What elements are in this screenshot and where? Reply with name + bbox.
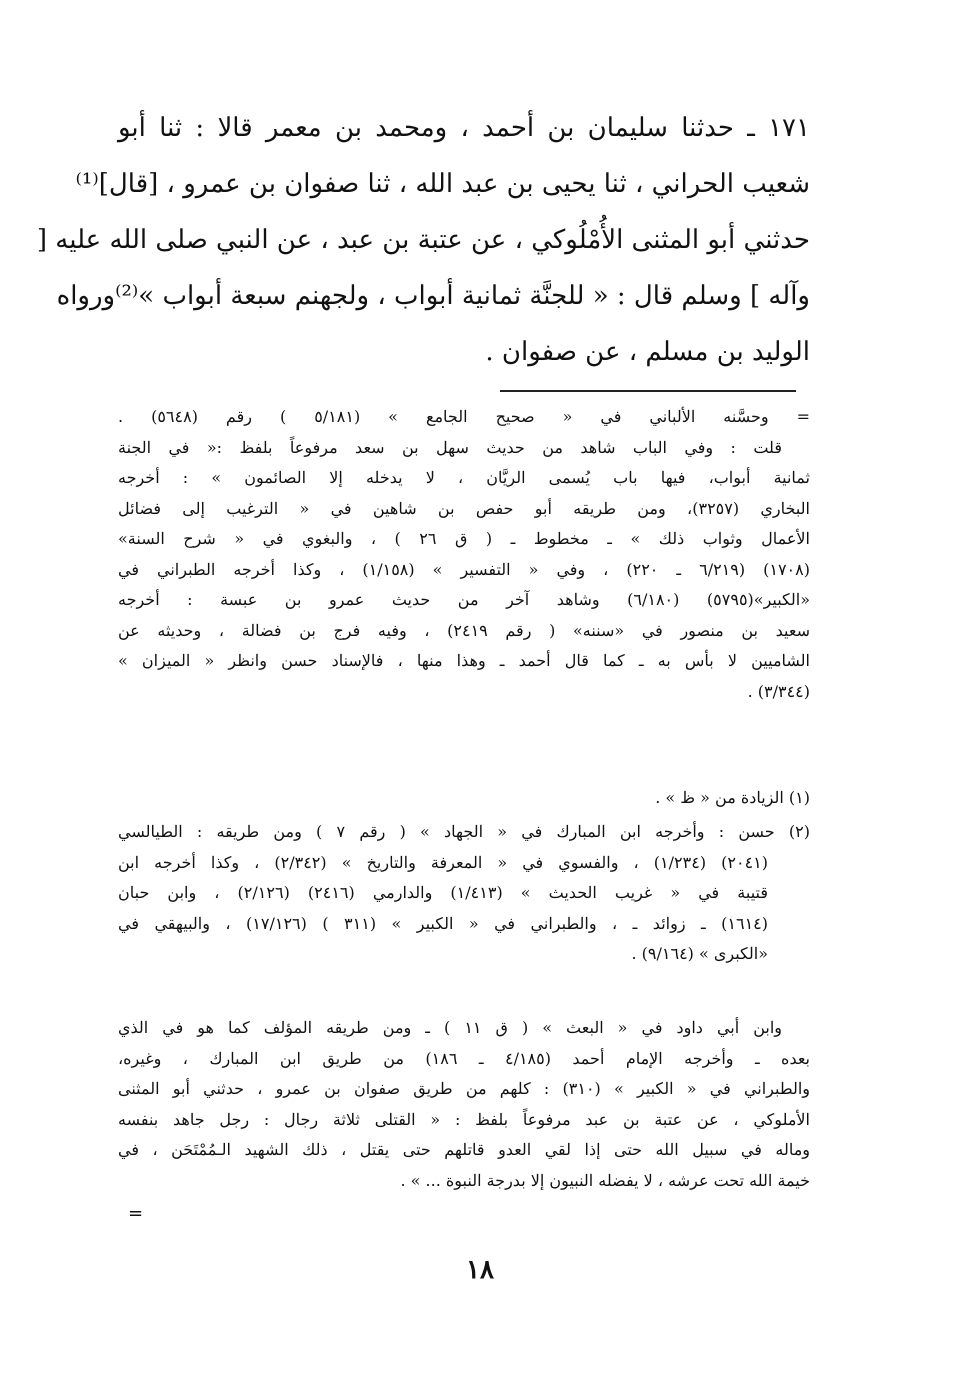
main-text-line: حدثني أبو المثنى الأُمْلُوكي ، عن عتبة بن عبد ، عن النبي صلى الله عليه [ <box>36 225 810 255</box>
hadith-main-text <box>36 100 810 380</box>
footnote-line: (٢٠٤١) (١/٢٣٤) ، والفسوي في « المعرفة والتاريخ » (٢/٣٤٢) ، وكذا أخرجه ابن <box>118 852 769 872</box>
footnote-1 <box>118 783 810 814</box>
footnote-2 <box>118 817 810 970</box>
continuation-mark: = <box>128 1203 144 1224</box>
main-text-line: شعيب الحراني ، ثنا يحيى بن عبد الله ، ثنا صفوان بن عمرو ، [قال]⁽¹⁾ <box>75 169 810 199</box>
footnote-continuation <box>118 402 810 707</box>
footnote-2-continued <box>118 1013 810 1196</box>
footnote-line: (٣/٣٤٤) . <box>747 681 810 701</box>
footnote-line: والطبراني في « الكبير » (٣١٠) : كلهم من طريق صفوان بن عمرو ، حدثني أبو المثنى <box>118 1079 811 1098</box>
footnote-line: (١٧٠٨) (٦/٢١٩ ـ ٢٢٠) ، وفي « التفسير » (١/١٥٨) ، وكذا أخرجه الطبراني في <box>118 559 810 579</box>
footnote-line: الأملوكي ، عن عتبة بن عبد مرفوعاً بلفظ : « القتلى ثلاثة رجال : رجل جاهد بنفسه <box>118 1109 810 1129</box>
footnote-line: الأعمال وثواب ذلك » ـ مخطوط ـ ( ق ٢٦ ) ، والبغوي في « شرح السنة» <box>118 529 811 548</box>
footnote-line: (١) الزيادة من « ظ » . <box>655 788 810 807</box>
footnote-separator-rule <box>500 390 796 392</box>
footnote-line: (٢) حسن : وأخرجه ابن المبارك في « الجهاد » ( رقم ٧ ) ومن طريقه : الطيالسي <box>118 822 811 841</box>
footnote-line: سعيد بن منصور في «سننه» ( رقم ٢٤١٩) ، وفيه فرج بن فضالة ، وحديثه عن <box>118 620 810 640</box>
footnote-line: قتيبة في « غريب الحديث » (١/٤١٣) والدارمي (٢٤١٦) (٢/١٢٦) ، وابن حبان <box>118 883 768 902</box>
footnote-line: وابن أبي داود في « البعث » ( ق ١١ ) ـ ومن طريقه المؤلف كما هو في الذي <box>118 1018 783 1037</box>
main-text-line: ١٧١ ـ حدثنا سليمان بن أحمد ، ومحمد بن معمر قالا : ثنا أبو <box>118 113 810 143</box>
footnote-line: بعده ـ وأخرجه الإمام أحمد (٤/١٨٥ ـ ١٨٦) من طريق ابن المبارك ، وغيره، <box>118 1048 811 1068</box>
footnote-line: قلت : وفي الباب شاهد من حديث سهل بن سعد مرفوعاً بلفظ :« في الجنة <box>118 437 782 457</box>
footnote-line: وماله في سبيل الله حتى إذا لقي العدو قاتلهم حتى يقتل ، ذلك الشهيد الـمُمْتَحَن ، في <box>118 1140 810 1159</box>
main-text-line: الوليد بن مسلم ، عن صفوان . <box>485 337 810 367</box>
footnote-line: ثمانية أبواب، فيها باب يُسمى الريَّان ، لا يدخله إلا الصائمون » : أخرجه <box>118 468 811 487</box>
footnote-line: الشاميين لا بأس به ـ كما قال أحمد ـ وهذا منها ، فالإسناد حسن وانظر « الميزان » <box>118 651 810 670</box>
footnote-line: «الكبرى » (٩/١٦٤) . <box>631 944 768 963</box>
footnote-line: خيمة الله تحت عرشه ، لا يفضله النبيون إلا بدرجة النبوة ... » . <box>400 1170 810 1190</box>
main-text-line: وآله ] وسلم قال : « للجنَّة ثمانية أبواب ، ولجهنم سبعة أبواب »⁽²⁾ورواه <box>56 281 810 311</box>
page-number: ١٨ <box>466 1255 494 1285</box>
footnote-line: = وحسَّنه الألباني في « صحيح الجامع » (٥/١٨١ ) رقم (٥٦٤٨) . <box>118 407 811 426</box>
footnote-line: البخاري (٣٢٥٧)، ومن طريقه أبو حفص بن شاهين في « الترغيب إلى فضائل <box>118 498 811 518</box>
footnote-line: (١٦١٤) ـ زوائد ـ ، والطبراني في « الكبير » (٣١١ ) (١٧/١٢٦) ، والبيهقي في <box>118 913 769 933</box>
footnote-line: «الكبير»(٥٧٩٥) (٦/١٨٠) وشاهد آخر من حديث عمرو بن عبسة : أخرجه <box>118 590 810 609</box>
